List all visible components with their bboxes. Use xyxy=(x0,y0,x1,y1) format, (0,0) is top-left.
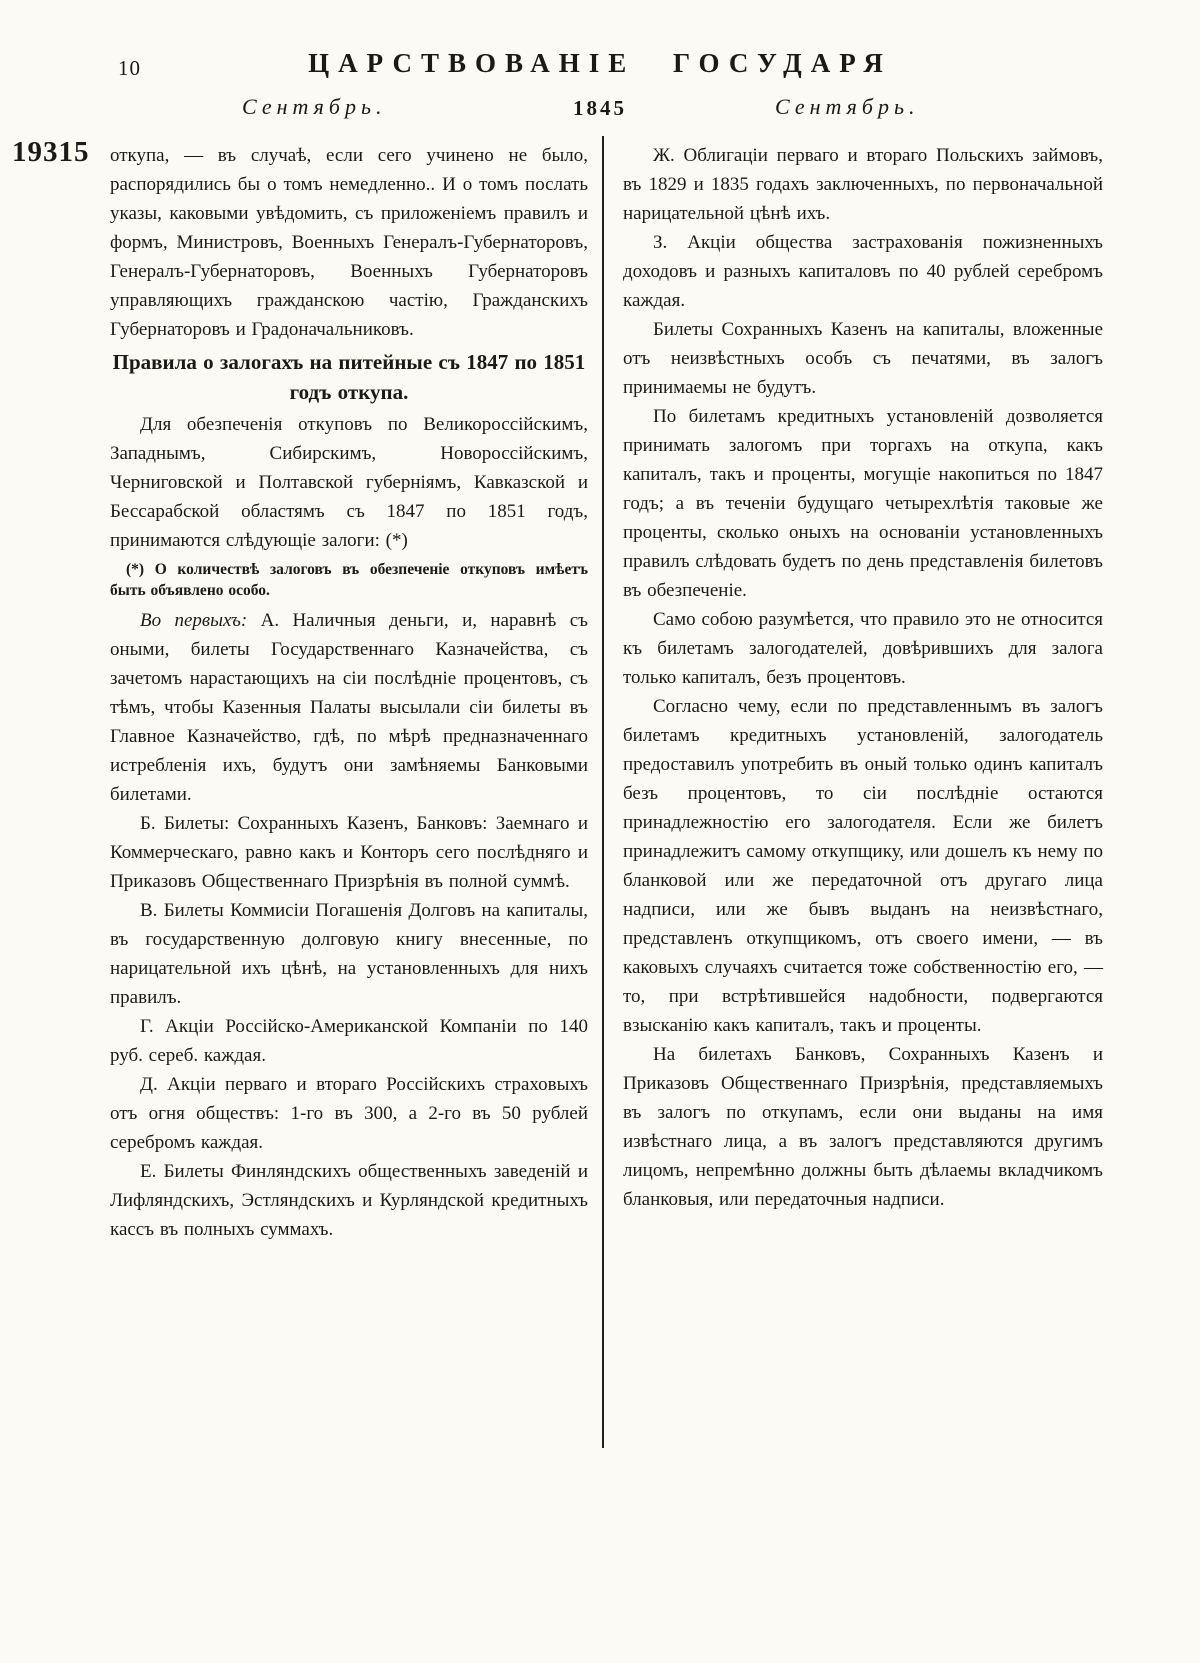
section-heading: Правила о залогахъ на питейные съ 1847 по 1851 годъ откупа. xyxy=(112,350,586,404)
item-a-text: А. Наличныя деньги, и, наравнѣ съ оными, билеты Государственнаго Казначейства, съ зачетомъ нарастающихъ на сіи послѣдніе процентовъ, съ тѣмъ, чтобы Казенныя Палаты высылали сіи билеты въ Главное Казначейство, гдѣ, по мѣрѣ предназначеннаго истребленія ихъ, будутъ они замѣняемы Банковыми билетами. xyxy=(110,610,589,805)
running-head-title: ЦАРСТВОВАНІЕ ГОСУДАРЯ xyxy=(308,48,892,78)
paragraph-lead-italic: Во первыхъ: xyxy=(140,610,248,631)
item-a-paragraph xyxy=(110,606,588,809)
body-paragraph: По билетамъ кредитныхъ установленій дозволяется принимать залогомъ при торгахъ на откупа, какъ капиталъ, такъ и проценты, могущіе накопиться по 1847 годъ; а въ теченіи будущаго четырехлѣтія таковые же проценты, сколько оныхъ на основаніи установленныхъ правилъ слѣдовать будетъ по день представленія билетовъ въ обезпеченіе. xyxy=(623,406,1103,601)
continuation-paragraph: откупа, — въ случаѣ, если сего учинено не было, распорядились бы о томъ немедленно.. И о томъ послать указы, каковыми увѣдомить, съ приложеніемъ правилъ и формъ, Министровъ, Военныхъ Генералъ-Губернаторовъ, Генералъ-Губернаторовъ, Военныхъ Губернаторовъ управляющихъ гражданскою частію, Гражданскихъ Губернаторовъ и Градоначальниковъ. xyxy=(110,145,588,340)
body-paragraph: Билеты Сохранныхъ Казенъ на капиталы, вложенные отъ неизвѣстныхъ особъ съ печатями, въ залогъ принимаемы не будутъ. xyxy=(623,319,1103,398)
item-z-paragraph: З. Акціи общества застрахованія пожизненныхъ доходовъ и разныхъ капиталовъ по 40 рублей серебромъ каждая. xyxy=(623,232,1103,311)
item-d-paragraph: Д. Акціи перваго и втораго Россійскихъ страховыхъ отъ огня обществъ: 1-го въ 300, а 2-го въ 50 рублей серебромъ каждая. xyxy=(110,1074,588,1153)
body-paragraph: Согласно чему, если по представленнымъ въ залогъ билетамъ кредитныхъ установленій, залогодатель предоставилъ употребить въ оный только одинъ капиталъ безъ процентовъ, то сіи послѣдніе остаются принадлежностію его залогодателя. Если же билетъ принадлежитъ самому откупщику, или дошелъ къ нему по бланковой или же передаточной отъ другаго лица надписи, или же бывъ выданъ на неизвѣстнаго, представленъ откупщикомъ, отъ своего имени, — въ каковыхъ случаяхъ считается тоже собственностію его, — то, при встрѣтившейся надобности, подвергаются взысканію какъ капиталъ, такъ и проценты. xyxy=(623,696,1103,1036)
item-e-paragraph: Е. Билеты Финляндскихъ общественныхъ заведеній и Лифляндскихъ, Эстляндскихъ и Курляндской кредитныхъ кассъ въ полныхъ суммахъ. xyxy=(110,1161,588,1240)
footnote: (*) О количествѣ залоговъ въ обезпеченіе откуповъ имѣетъ быть объявлено особо. xyxy=(110,561,588,599)
intro-paragraph: Для обезпеченія откуповъ по Великороссійскимъ, Западнымъ, Сибирскимъ, Новороссійскимъ, Черниговской и Полтавской губерніямъ, Кавказской и Бессарабской областямъ съ 1847 по 1851 годъ, принимаются слѣдующіе залоги: (*) xyxy=(110,414,588,551)
header-year: 1845 xyxy=(573,96,627,120)
header-month-right: Сентябрь. xyxy=(775,94,920,119)
item-v-paragraph: В. Билеты Коммисіи Погашенія Долговъ на капиталы, въ государственную долговую книгу внесенные, по нарицательной ихъ цѣнѣ, на установленныхъ для нихъ правилъ. xyxy=(110,900,588,1008)
body-paragraph: Само собою разумѣется, что правило это не относится къ билетамъ залогодателей, довѣрившихъ для залога только капиталъ, безъ процентовъ. xyxy=(623,609,1103,688)
body-paragraph: На билетахъ Банковъ, Сохранныхъ Казенъ и Приказовъ Общественнаго Призрѣнія, представляемыхъ въ залогъ по откупамъ, если они выданы на имя извѣстнаго лица, а въ залогъ представляются другимъ лицомъ, непремѣнно должны быть дѣлаемы вкладчикомъ бланковыя, или передаточныя надписи. xyxy=(623,1044,1103,1210)
item-g-paragraph: Г. Акціи Россійско-Американской Компаніи по 140 руб. сереб. каждая. xyxy=(110,1016,588,1066)
right-column xyxy=(623,141,1103,1214)
item-b-paragraph: Б. Билеты: Сохранныхъ Казенъ, Банковъ: Заемнаго и Коммерческаго, равно какъ и Конторъ сего послѣдняго и Приказовъ Общественнаго Призрѣнія въ полной суммѣ. xyxy=(110,813,588,892)
page-number: 10 xyxy=(118,56,141,80)
header-month-left: Сентябрь. xyxy=(242,94,387,119)
item-zh-paragraph: Ж. Облигаціи перваго и втораго Польскихъ займовъ, въ 1829 и 1835 годахъ заключенныхъ, по первоначальной нарицательной цѣнѣ ихъ. xyxy=(623,145,1103,224)
left-column xyxy=(110,141,588,1244)
act-number: 19315 xyxy=(12,136,90,168)
column-divider xyxy=(602,136,604,1448)
